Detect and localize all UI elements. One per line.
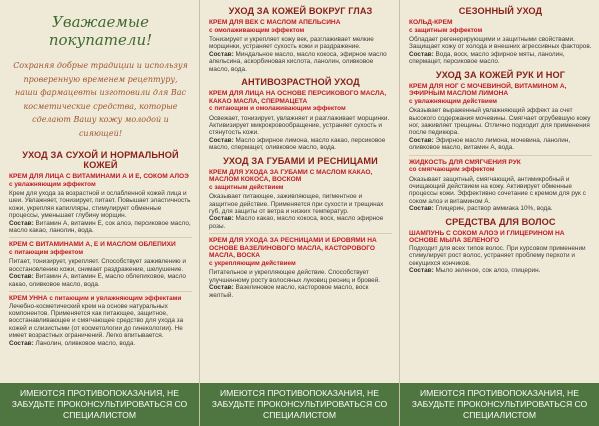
product-description: Подходит для всех типов волос. При курсовом применении стимулирует рост волос, устраняет проблему перхоти и секущихся кончиков. xyxy=(409,244,586,267)
product-name: КРЕМ ДЛЯ УХОДА ЗА ГУБАМИ С МАСЛОМ КАКАО, МАСЛОМ КОКОСА, ВОСКОМ xyxy=(209,168,373,184)
product-composition: Состав: Миндальное масло, масло кокоса, эфирное масло апельсина, аскорбиновая кислота, ланолин, оливковое масло, вода. xyxy=(209,50,387,73)
product-description: Оказывает питающее, заживляющее, пигментное и защитное действие. Применяется при сухости и трещинах губ, для защиты от ветра и низких температур. xyxy=(209,193,384,216)
product-composition: Состав: Витамин А, витамин Е, сок алоэ, персиковое масло, масло какао, ланолин, вода. xyxy=(9,219,191,235)
section-title-hands-feet: УХОД ЗА КОЖЕЙ РУК И НОГ xyxy=(435,69,566,80)
section-title-hair: СРЕДСТВА ДЛЯ ВОЛОС xyxy=(445,216,556,227)
product-name: КРЕМ ДЛЯ УХОДА ЗА РЕСНИЦАМИ И БРОВЯМИ НА ОСНОВЕ ВАЗЕЛИНОВОГО МАСЛА, КАСТОРОВОГО МАСЛА, ВОСКА xyxy=(209,237,377,260)
product-subtitle: с увлажняющим эффектом xyxy=(9,180,96,188)
product-name: ШАМПУНЬ С СОКОМ АЛОЭ И ГЛИЦЕРИНОМ НА ОСНОВЕ МЫЛА ЗЕЛЕНОГО xyxy=(409,229,565,245)
product-description: Оказывает выраженный увлажняющий эффект за счет высокого содержания мочевины. Смягчает огрубевшую кожу ног, заживляет трещины. Отлично подходит для применения после педикюра. xyxy=(409,107,591,137)
product-name: КРЕМ ДЛЯ ВЕК С МАСЛОМ АПЕЛЬСИНА xyxy=(209,19,341,26)
section-title-lips-lashes: УХОД ЗА ГУБАМИ И РЕСНИЦАМИ xyxy=(223,155,378,166)
product-description: Питает, тонизирует, укрепляет. Способствует заживлению и восстановлению кожи, снимает раздражение, шелушение. xyxy=(9,258,186,273)
divider xyxy=(409,155,592,156)
section-title-eye-care: УХОД ЗА КОЖЕЙ ВОКРУГ ГЛАЗ xyxy=(228,6,373,16)
product-composition: Состав: Масло эфирное лимона, масло какао, персиковое масло, спермацет, оливковое масло, вода. xyxy=(209,136,386,152)
product-name: КРЕМ ДЛЯ НОГ С МОЧЕВИНОЙ, ВИТАМИНОМ А, ЭФИРНЫМ МАСЛОМ ЛИМОНА xyxy=(409,82,567,98)
product-subtitle: с укрепляющим действием xyxy=(209,260,296,268)
product-subtitle: с питающим эффектом xyxy=(9,249,84,257)
product-subtitle: со смягчающим эффектом xyxy=(409,166,495,174)
welcome-text: Сохраняя добрые традиции и используя проверенную временем рецептуру, наши фармацевты изготовили для Вас косметические средства, которые сделают Вашу кожу молодой и сияющей! xyxy=(13,61,188,138)
product-subtitle: с защитным действием xyxy=(209,183,284,191)
product-subtitle: с защитным эффектом xyxy=(409,26,483,34)
product-composition: Состав: Вазелиновое масло, касторовое масло, воск желтый. xyxy=(209,284,369,299)
product-name: ЖИДКОСТЬ ДЛЯ СМЯГЧЕНИЯ РУК xyxy=(409,158,521,166)
section-title-seasonal: СЕЗОННЫЙ УХОД xyxy=(458,6,543,16)
product-subtitle: с увлажняющим действием xyxy=(409,97,498,105)
product-description: Лечебно-косметический крем на основе натуральных компонентов. Применяется как питающее, защитное, восстанавливающее и смягчающее средство для ухода за кожей и слизистыми (от косметологии до гинекологии). Не имеет возрастных ограничений. Легко впитывается. xyxy=(9,302,184,340)
section-title-anti-age: АНТИВОЗРАСТНОЙ УХОД xyxy=(241,77,360,88)
product-description: Крем для ухода за возрастной и ослабленной кожей лица и шеи. Увлажняет, тонизирует, питает. Повышает эластичность кожи, укрепляя капилляры, стимулирует обменные процессы, уменьшает глубину морщин. xyxy=(9,190,191,220)
product-name: КРЕМ ДЛЯ ЛИЦА НА ОСНОВЕ ПЕРСИКОВОГО МАСЛА, КАКАО МАСЛА, СПЕРМАЦЕТА xyxy=(209,90,387,105)
product-name: КРЕМ УННА с питающим и увлажняющим эффектами xyxy=(9,295,182,303)
warning-footer: ИМЕЮТСЯ ПРОТИВОПОКАЗАНИЯ, НЕ ЗАБУДЬТЕ ПРОКОНСУЛЬТИРОВАТЬСЯ СО СПЕЦИАЛИСТОМ xyxy=(0,383,199,426)
product-name: КОЛЬД-КРЕМ xyxy=(409,19,453,26)
product-composition: Состав: Мыло зеленое, сок алоэ, глицерин. xyxy=(409,267,541,275)
product-composition: Состав: Вода, воск, масло эфирное мяты, ланолин, спермацет, персиковое масло. xyxy=(409,50,565,66)
product-composition: Состав: Глицерин, раствор аммиака 10%, вода. xyxy=(409,205,553,213)
product-description: Тонизирует и укрепляет кожу век, разглаживает мелкие морщинки, устраняет сухость кожи и раздражение. xyxy=(209,36,374,51)
product-description: Освежает, тонизирует, увлажняет и разглаживает морщинки. Активизирует микрокровообращение, устраняет сухость и стянутость кожи. xyxy=(209,114,390,137)
column-3 xyxy=(400,0,599,426)
product-composition: Состав: Ланолин, оливковое масло, вода. xyxy=(9,339,136,347)
product-name: КРЕМ С ВИТАМИНАМИ А, Е И МАСЛОМ ОБЛЕПИХИ xyxy=(9,241,176,249)
divider xyxy=(9,237,192,238)
welcome-title: Уважаемые покупатели! xyxy=(48,13,153,49)
product-composition: Состав: Витамин А, витамин Е, масло облепиховое, масло какао, оливковое масло, вода. xyxy=(9,273,186,288)
product-composition: Состав: Масло какао, масло кокоса, воск, масло эфирное розы. xyxy=(209,215,384,230)
column-2 xyxy=(200,0,400,426)
divider xyxy=(9,291,192,292)
product-description: Обладает регенерирующими и защитными свойствами. Защищает кожу от холода и внешних агрессивных факторов. xyxy=(409,36,592,51)
product-composition: Состав: Эфирное масло лимона, мочевина, ланолин, оливковое масло, витамин А, вода. xyxy=(409,136,571,152)
product-description: Питательное и укрепляющее действие. Способствует улучшенному росту волосяных луковиц ресниц и бровей. xyxy=(209,269,381,284)
warning-footer: ИМЕЮТСЯ ПРОТИВОПОКАЗАНИЯ, НЕ ЗАБУДЬТЕ ПРОКОНСУЛЬТИРОВАТЬСЯ СО СПЕЦИАЛИСТОМ xyxy=(400,383,599,426)
product-subtitle: с омолаживающим эффектом xyxy=(209,26,305,34)
divider xyxy=(209,233,392,234)
section-title-dry-skin: УХОД ЗА СУХОЙ И НОРМАЛЬНОЙ КОЖЕЙ xyxy=(22,150,179,170)
warning-footer: ИМЕЮТСЯ ПРОТИВОПОКАЗАНИЯ, НЕ ЗАБУДЬТЕ ПРОКОНСУЛЬТИРОВАТЬСЯ СО СПЕЦИАЛИСТОМ xyxy=(200,383,399,426)
product-description: Оказывает защитный, смягчающий, антимикробный и очищающий действием на кожу. Активирует обменные процессы кожи. Эффективно сочетание с кремом для рук с соком алоэ и витамином А. xyxy=(409,175,586,205)
product-name: КРЕМ ДЛЯ ЛИЦА С ВИТАМИНАМИ А И Е, СОКОМ АЛОЭ xyxy=(9,173,189,180)
product-subtitle: с питающим и омолаживающим эффектом xyxy=(209,105,346,113)
column-1 xyxy=(0,0,200,426)
